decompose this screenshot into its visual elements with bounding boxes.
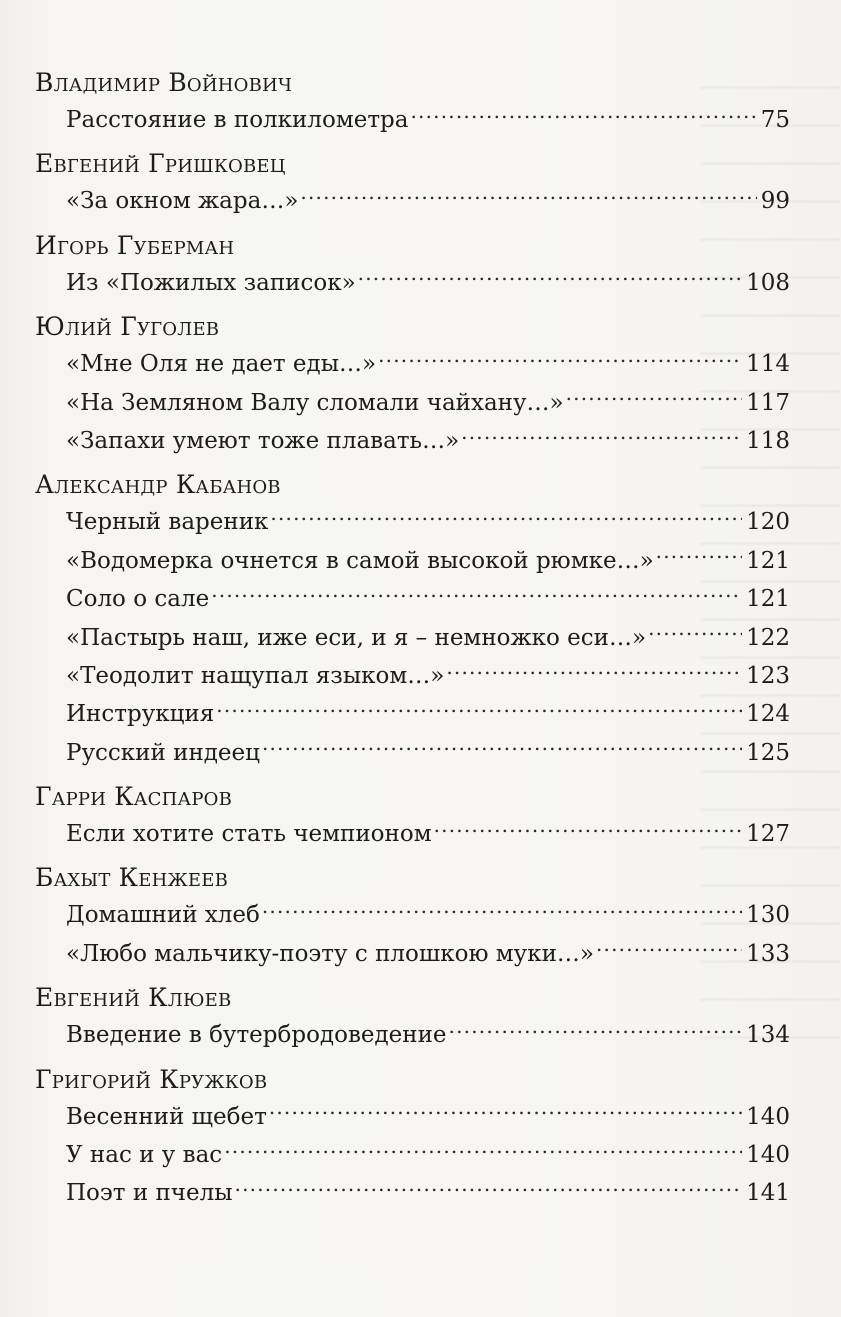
entry-title: «Пастырь наш, иже еси, и я – немножко еси…»: [66, 624, 647, 651]
author-heading: Игорь Губерман: [35, 230, 235, 260]
toc-entry: [66, 422, 790, 460]
author-heading: Александр Кабанов: [35, 470, 281, 500]
author-heading: Бахыт Кенжеев: [35, 863, 228, 893]
dot-leader: [211, 583, 742, 606]
dot-leader: [262, 899, 742, 922]
dot-leader: [358, 267, 742, 290]
dot-leader: [434, 818, 742, 841]
entry-title: «Любо мальчику-поэту с плошкою муки…»: [66, 940, 594, 967]
dot-leader: [378, 348, 742, 371]
dot-leader: [410, 104, 756, 127]
toc-entry: [66, 815, 790, 853]
page-number: 123: [746, 662, 790, 689]
page-number: 134: [746, 1022, 790, 1049]
entry-title: Инструкция: [66, 701, 215, 728]
dot-leader: [269, 1101, 742, 1124]
entry-title: «На Земляном Валу сломали чайхану…»: [66, 389, 564, 416]
entry-title: «Мне Оля не дает еды…»: [66, 351, 377, 378]
page-number: 75: [760, 107, 790, 133]
page-number: 127: [746, 821, 790, 848]
author-heading: Гарри Каспаров: [35, 782, 233, 812]
page-number: 140: [746, 1103, 790, 1130]
entry-title: Расстояние в полкилометра: [66, 107, 409, 133]
toc-entry: [66, 1136, 790, 1174]
dot-leader: [224, 1139, 742, 1162]
page-number: 130: [746, 902, 790, 929]
entry-title: Введение в бутербродоведение: [66, 1022, 447, 1049]
page-number: 122: [746, 624, 790, 651]
entry-title: Весенний щебет: [66, 1103, 267, 1130]
entry-title: Соло о сале: [66, 586, 210, 613]
page-number: 120: [746, 509, 790, 536]
page-number: 125: [746, 739, 790, 766]
dot-leader: [216, 698, 742, 721]
entry-title: «Теодолит нащупал языком…»: [66, 662, 445, 689]
toc-entry: [66, 619, 790, 657]
dot-leader: [656, 545, 742, 568]
page-number: 133: [746, 940, 790, 967]
toc-entry: [66, 384, 790, 422]
toc-entry: [66, 1098, 790, 1136]
author-heading: Евгений Гришковец: [35, 149, 286, 179]
entry-title: Черный вареник: [66, 509, 269, 536]
entry-title: Поэт и пчелы: [66, 1180, 233, 1207]
page-number: 140: [746, 1142, 790, 1169]
toc-entry: [66, 935, 790, 973]
page-number: 124: [746, 701, 790, 728]
entry-title: Русский индеец: [66, 739, 260, 766]
author-heading: Григорий Кружков: [35, 1064, 268, 1094]
author-heading: Евгений Клюев: [35, 983, 232, 1013]
dot-leader: [300, 185, 756, 208]
page-number: 117: [746, 389, 790, 416]
table-of-contents: [35, 64, 790, 1213]
toc-entry: [66, 345, 790, 383]
toc-entry: [66, 542, 790, 580]
toc-entry: [66, 503, 790, 541]
page-number: 114: [746, 351, 790, 378]
toc-entry: [66, 182, 790, 220]
page-number: 141: [746, 1180, 790, 1207]
entry-title: Домашний хлеб: [66, 902, 260, 929]
entry-title: У нас и у вас: [66, 1142, 223, 1169]
page-number: 108: [746, 269, 790, 296]
toc-entry: [66, 896, 790, 934]
entry-title: «За окном жара…»: [66, 188, 299, 215]
dot-leader: [270, 506, 742, 529]
dot-leader: [566, 387, 742, 410]
toc-entry: [66, 580, 790, 618]
dot-leader: [446, 660, 742, 683]
entry-title: «Водомерка очнется в самой высокой рюмке…»: [66, 547, 654, 574]
toc-entry: [66, 101, 790, 139]
dot-leader: [596, 938, 742, 961]
dot-leader: [461, 425, 742, 448]
entry-title: «Запахи умеют тоже плавать…»: [66, 427, 460, 454]
dot-leader: [648, 622, 742, 645]
entry-title: Если хотите стать чемпионом: [66, 821, 432, 848]
page-number: 121: [746, 586, 790, 613]
toc-entry: [66, 734, 790, 772]
toc-entry: [66, 1016, 790, 1054]
dot-leader: [235, 1177, 743, 1200]
dot-leader: [262, 737, 742, 760]
dot-leader: [449, 1019, 743, 1042]
toc-entry: [66, 1174, 790, 1212]
page-number: 99: [760, 188, 790, 215]
toc-entry: [66, 264, 790, 302]
toc-entry: [66, 695, 790, 733]
page-number: 121: [746, 547, 790, 574]
author-heading: Юлий Гуголев: [35, 312, 220, 342]
entry-title: Из «Пожилых записок»: [66, 269, 356, 296]
toc-entry: [66, 657, 790, 695]
page-number: 118: [746, 427, 790, 454]
author-heading: Владимир Войнович: [35, 68, 293, 97]
